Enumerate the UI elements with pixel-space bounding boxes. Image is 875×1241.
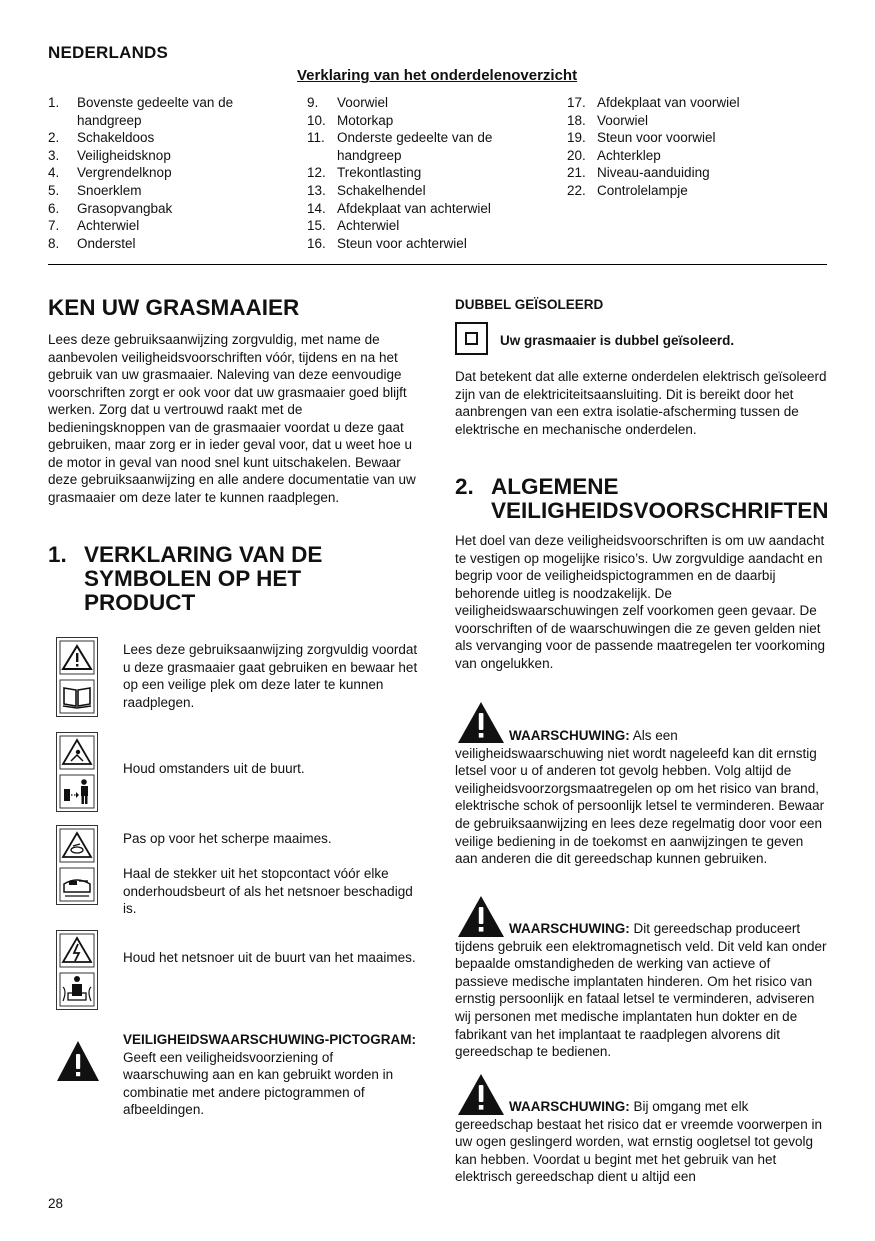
warning-text: veiligheidswaarschuwing niet wordt nageleefd kan dit ernstig letsel voor u of anderen tot gevolg hebben. Volg altijd de veiligheidsvoorzorgsmaatregelen op om het risico van brand, elektrische schok of persoonlijk letsel te verminderen. Bewaar de gebruiksaanwijzing en lees deze regelmatig door voor een veilige bediening in de toekomst en aanwijzingen te geven aan anderen die dit gereedschap kunnen gebruiken. (455, 745, 825, 867)
safety-alert-label: VEILIGHEIDSWAARSCHUWING-PICTOGRAM: (123, 1032, 416, 1047)
read-manual-symbol (56, 637, 98, 717)
language-header: NEDERLANDS (48, 43, 169, 62)
warning-block-1 (455, 727, 827, 868)
safety-alert-icon (56, 1040, 100, 1082)
list-item: 8. Onderstel (48, 235, 136, 251)
blade-warning-icon (57, 826, 97, 904)
section-title-line: VEILIGHEIDSVOORSCHRIFTEN (491, 498, 829, 523)
bystanders-symbol (56, 732, 98, 812)
section-number: 1. (48, 542, 67, 567)
list-item: 12. Trekontlasting (307, 165, 422, 181)
sharp-blade-symbol (56, 825, 98, 905)
section-number: 2. (455, 474, 474, 499)
list-item: 1. Bovenste gedeelte van de handgreep (48, 95, 234, 128)
symbol-cord-text: Houd het netsnoer uit de buurt van het maaimes. (123, 950, 416, 965)
list-item: 22. Controlelampje (567, 182, 688, 198)
list-item: 19. Steun voor voorwiel (567, 130, 716, 146)
electric-shock-icon (57, 931, 97, 1009)
page-number: 28 (48, 1196, 64, 1211)
symbol-bystanders-text: Houd omstanders uit de buurt. (123, 761, 305, 776)
section-title-line: SYMBOLEN OP HET (84, 566, 302, 591)
list-item: 17. Afdekplaat van voorwiel (567, 95, 740, 110)
symbol-unplug-text: Haal de stekker uit het stopcontact vóór elke onderhoudsbeurt of als het netsnoer beschadigd is. (123, 866, 413, 916)
symbol-blade-text: Pas op voor het scherpe maaimes. (123, 831, 332, 846)
section-title-symbols (48, 543, 322, 615)
section-divider (48, 264, 827, 265)
list-item: 21. Niveau-aanduiding (567, 165, 710, 181)
parts-list-column-1 (48, 94, 263, 252)
list-item: 11. Onderste gedeelte van de handgreep (307, 130, 493, 163)
list-item: 13. Schakelhendel (307, 182, 426, 198)
list-item: 2. Schakeldoos (48, 130, 155, 146)
symbol-safety-alert-text (123, 1031, 421, 1119)
ken-body-text: Lees deze gebruiksaanwijzing zorgvuldig, met name de aanbevolen veiligheidsvoorschriften vóór, tijdens en na het gebruik van uw grasmaaier. Naleving van deze eenvoudige voorschriften zorgt er ook voor dat uw grasmaaier goed blijft werken. Zorg dat u vertrouwd raakt met de bedieningsknoppen van de grasmaaier voordat u deze gaat gebruiken, maar zorg er in ieder geval voor, dat u weet hoe u de motor in geval van nood snel kunt uitschakelen. Bewaar deze gebruiksaanwijzing en alle andere documentatie van uw grasmaaier om deze later te kunnen raadplegen. (48, 332, 416, 505)
double-insulated-statement: Uw grasmaaier is dubbel geïsoleerd. (500, 333, 735, 348)
section-title-line: ALGEMENE (491, 474, 619, 499)
section-title-ken: KEN UW GRASMAAIER (48, 295, 300, 320)
section-title-line: VERKLARING VAN DE (84, 542, 323, 567)
thrown-objects-icon (57, 733, 97, 811)
double-insulated-heading: DUBBEL GEÏSOLEERD (455, 297, 604, 312)
list-item: 7. Achterwiel (48, 218, 140, 234)
general-safety-body: Het doel van deze veiligheidsvoorschriften is om uw aandacht te vestigen op mogelijke risico’s. Uw zorgvuldige aandacht en begrip voor de veiligheidspictogrammen en de daarbij behorende uitleg is noodzakelijk. De veiligheidswaarschuwingen zelf voorkomen geen gevaar. De voorschriften of de waarschuwingen die ze geven gelden niet als vervanging voor de passende maatregelen ter voorkoming van ongelukken. (455, 533, 825, 671)
parts-overview-title: Verklaring van het onderdelenoverzicht (297, 67, 578, 84)
list-item: 16. Steun voor achterwiel (307, 235, 467, 251)
list-item: 15. Achterwiel (307, 218, 400, 234)
warning-text: tijdens gebruik een elektromagnetisch veld. Dit veld kan onder bepaalde omstandigheden de werking van actieve of passieve medische implantaten hinderen. Om het risico van ernstig persoonlijk en fataal letsel te verminderen, adviseren wij personen met medische implantaten hun dokter en de fabrikant van het implantaat te raadplegen alvorens dit gereedschap te bedienen. (455, 938, 827, 1060)
safety-alert-description: Geeft een veiligheidsvoorziening of waarschuwing aan en kan gebruikt worden in combinatie met andere pictogrammen of afbeeldingen. (123, 1049, 394, 1117)
double-insulated-body: Dat betekent dat alle externe onderdelen elektrisch geïsoleerd zijn van de elektriciteitsaansluiting. Dit is bereikt door het aanbrengen van een extra isolatie-afscherming tussen de elektrische en mechanische onderdelen. (455, 369, 827, 437)
cord-symbol (56, 930, 98, 1010)
list-item: 4. Vergrendelknop (48, 165, 172, 181)
warning-triangle-icon (57, 638, 97, 716)
double-insulation-icon (455, 322, 488, 355)
list-item: 14. Afdekplaat van achterwiel (307, 200, 491, 216)
warning-block-2 (455, 920, 827, 1061)
list-item: 9. Voorwiel (307, 95, 389, 110)
list-item: 20. Achterklep (567, 147, 661, 163)
list-item: 6. Grasopvangbak (48, 200, 173, 216)
section-title-general-safety (455, 475, 829, 523)
list-item: 10. Motorkap (307, 112, 394, 128)
warning-text: gereedschap bestaat het risico dat er vreemde voorwerpen in uw ogen geslingerd worden, wat ernstig oogletsel tot gevolg kan hebben. Voordat u begint met het gebruik van het elektrisch gereedschap dient u altijd een (455, 1116, 822, 1185)
symbol-read-manual-text: Lees deze gebruiksaanwijzing zorgvuldig voordat u deze grasmaaier gaat gebruiken en bewaar het op een veilige plek om deze later te kunnen raadplegen. (123, 642, 418, 710)
parts-list-column-2 (307, 94, 522, 252)
parts-list-column-3 (567, 94, 817, 200)
list-item: 3. Veiligheidsknop (48, 147, 171, 163)
warning-first-line: WAARSCHUWING: Dit gereedschap produceert (509, 921, 801, 936)
list-item: 18. Voorwiel (567, 112, 649, 128)
warning-first-line: WAARSCHUWING: Bij omgang met elk (509, 1099, 749, 1114)
warning-first-line: WAARSCHUWING: Als een (509, 728, 678, 743)
list-item: 5. Snoerklem (48, 182, 142, 198)
warning-block-3 (455, 1098, 827, 1186)
section-title-line: PRODUCT (84, 590, 196, 615)
